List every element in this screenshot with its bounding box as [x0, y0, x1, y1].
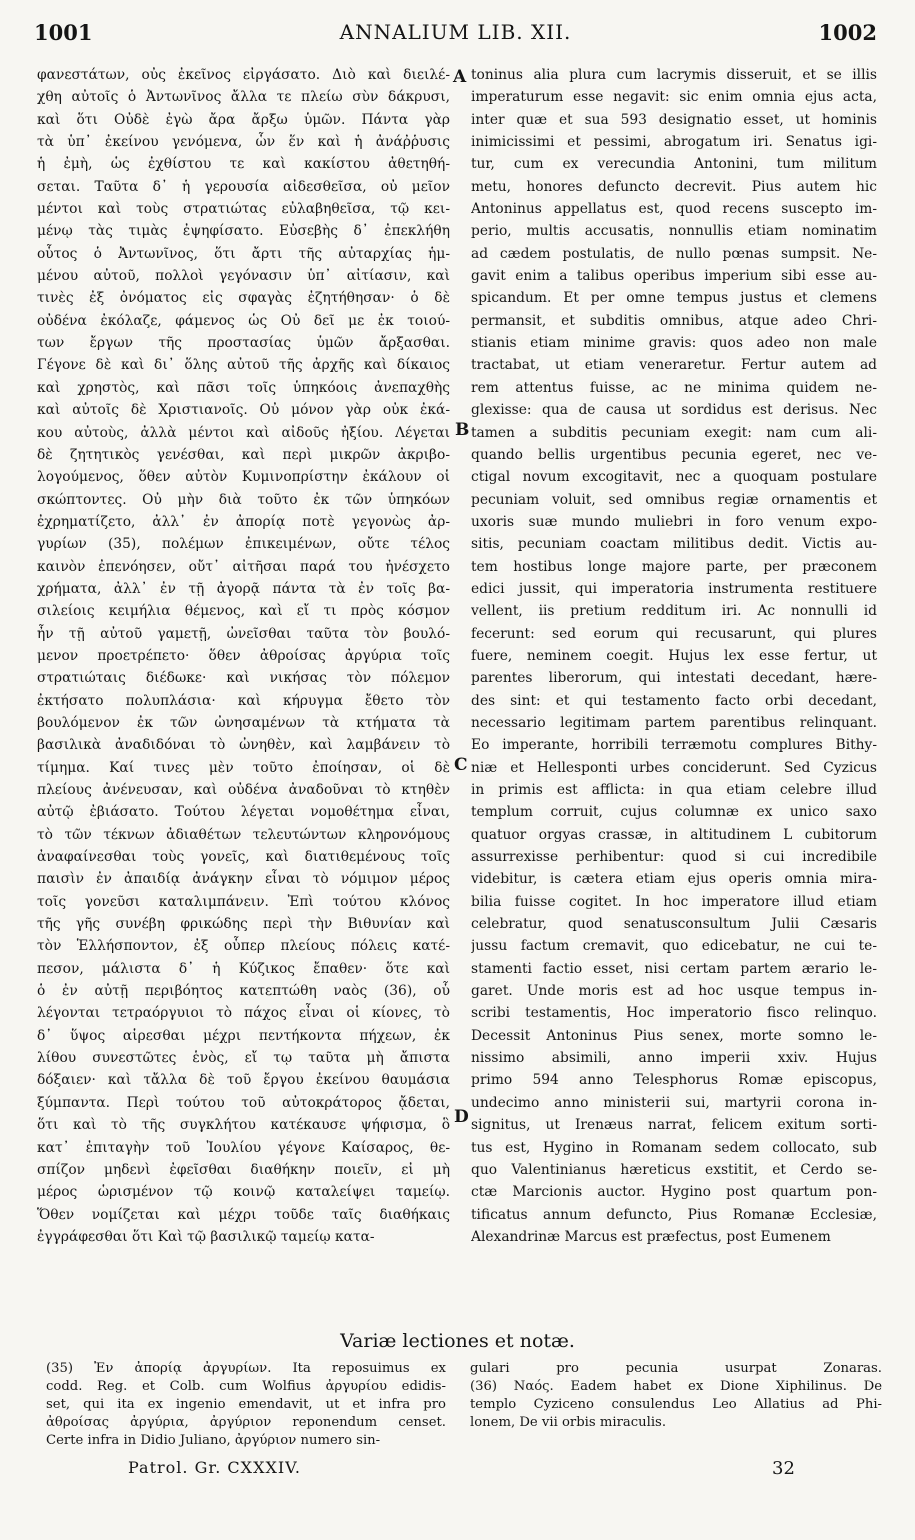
latin-text-line: signitus, ut Irenæus narrat, felicem exitum sorti-: [471, 1117, 877, 1134]
greek-text-line: χρήματα, ἀλλ᾽ ἐν τῇ ἀγορᾷ πάντα τὰ ἐν τοῖς βα-: [37, 580, 450, 597]
greek-text-line: κου αὐτοὺς, ἀλλὰ μέντοι καὶ αἰδοῦς ἠξίου. Λέγεται: [37, 424, 450, 441]
latin-text-line: stianis etiam minime gravis: quos adeo non male: [471, 335, 877, 352]
latin-text-line: templum corruit, cujus columnæ ex unico saxo: [471, 804, 877, 821]
greek-text-line: λογούμενος, ὅθεν αὐτὸν Κυμινοπρίστην ἐκάλουν οἱ: [37, 469, 450, 486]
latin-text-line: fuere, neminem coegit. Hujus lex esse fertur, ut: [471, 647, 877, 664]
greek-text-line: πλείους ἀνένευσαν, καὶ οὐδένα ἀναδοῦναι τὸ κτηθὲν: [37, 782, 450, 798]
latin-text-line: quando bellis urgentibus pecunia egeret, nec ve-: [471, 446, 877, 463]
greek-text-line: τίμημα. Καί τινες μὲν τοῦτο ἐποίησαν, οἱ δὲ: [37, 759, 450, 776]
latin-text-line: ctigal novum excogitavit, nec a quoquam postulare: [471, 469, 877, 486]
greek-text-line: ξύμπαντα. Περὶ τούτου τοῦ αὐτοκράτορος ᾄδεται,: [37, 1094, 450, 1111]
latin-text-line: scribi testamentis, Hoc imperatorio fisco relinquo.: [471, 1005, 877, 1022]
latin-text-line: inter quæ et sua 593 designatio esset, ut hominis: [471, 111, 877, 128]
note-line: lonem, De vii orbis miraculis.: [470, 1415, 667, 1430]
latin-text-line: assurrexisse perhibentur: quod si cui incredibile: [471, 849, 877, 866]
greek-text-line: δόξαιεν· καὶ τἄλλα δὲ τοῦ ἔργου ἐκείνου θαυμάσια: [37, 1072, 450, 1089]
latin-text-line: stamenti factio esset, nisi certam partem ærario le-: [471, 960, 877, 977]
section-marker-c: C: [454, 755, 468, 775]
greek-text-line: οὐδένα ἐκόλαζε, φάμενος ὡς Οὐ δεῖ με ἐκ τοιού-: [37, 312, 450, 329]
footer-series: Patrol. Gr. CXXXIV.: [128, 1458, 302, 1477]
latin-text-line: in primis est afflicta: in qua etiam celebre illud: [471, 782, 877, 798]
latin-text-line: jussu factum cremavit, quo edicebatur, ne cui te-: [471, 938, 877, 955]
greek-text-line: καὶ χρηστὸς, καὶ πᾶσι τοῖς ὑπηκόοις ἀνεπαχθὴς: [37, 379, 450, 396]
latin-text-line: sitis, pecuniam coactam militibus dedit. Victis au-: [471, 536, 877, 553]
greek-text-line: δ᾽ ὕψος αἱρεσθαι μέχρι πεντήκοντα πήχεων, ἐκ: [37, 1027, 450, 1044]
latin-text-line: nissimo absimili, anno imperii xxiv. Hujus: [471, 1050, 877, 1067]
latin-text-line: Antoninus appellatus est, quod recens suscepto im-: [471, 201, 877, 218]
greek-text-line: δὲ ζητητικὸς γενέσθαι, καὶ περὶ μικρῶν ἀκριβο-: [37, 446, 450, 463]
greek-text-line: μέρος ὡρισμένον τῷ κοινῷ καταλείψει ταμείῳ.: [37, 1184, 450, 1201]
note-line: ἀθροίσας ἀργύρια, ἀργύριον reponendum censet.: [46, 1415, 446, 1430]
section-marker-a: A: [453, 67, 467, 87]
greek-text-line: των ἔργων τῆς προστασίας ὑμῶν ἄρξασθαι.: [37, 335, 450, 352]
latin-text-line: fecerunt: sed eorum qui recusarunt, qui plures: [471, 625, 877, 642]
greek-text-line: μένῳ τὰς τιμὰς ἐψηφίσατο. Εὐσεβὴς δ᾽ ἐπεκλήθη: [37, 223, 450, 240]
greek-text-line: ἐγγράφεσθαι ὅτι Καὶ τῷ βασιλικῷ ταμείῳ κατα-: [37, 1228, 375, 1245]
greek-text-line: τὰ ὑπ᾽ ἐκείνου γενόμενα, ὧν ἕν καὶ ἡ ἀνάῤῥυσις: [37, 134, 450, 151]
latin-text-line: rem attentus fuisse, ac ne minima quidem ne-: [471, 379, 877, 396]
running-header: [34, 20, 877, 52]
latin-text-line: gavit enim a talibus operibus imperium sibi esse au-: [471, 268, 877, 285]
greek-text-line: στρατιώταις διέδωκε· καὶ νικήσας τὸν πόλεμον: [37, 670, 450, 687]
latin-text-line: ad cædem postulatis, de nullo pœnas sumpsit. Ne-: [471, 245, 877, 262]
greek-text-line: τοῖς γονεῦσι καταλιμπάνειν. Ἐπὶ τούτου κλόνος: [37, 893, 450, 910]
latin-text-line: perio, multis accusatis, nonnullis etiam nominatim: [471, 223, 877, 240]
page-number-right: 1002: [818, 20, 877, 45]
greek-text-line: χθη αὐτοῖς ὁ Ἀντωνῖνος ἄλλα τε πλείω σὺν δάκρυσι,: [37, 89, 450, 106]
latin-text-line: bilia fuisse cogitet. In hoc imperatore illud etiam: [471, 893, 877, 910]
greek-text-line: ὁ ἐν αὐτῇ περιβόητος κατεπτώθη ναὸς (36), οὗ: [37, 983, 450, 1000]
latin-text-line: undecimo anno ministerii sui, martyrii corona in-: [471, 1094, 877, 1111]
notes-title: Variæ lectiones et notæ.: [340, 1330, 575, 1352]
notes-left-column: [46, 1360, 446, 1450]
latin-text-line: necessario legitimam partem parentibus relinquant.: [471, 714, 877, 731]
greek-text-line: βασιλικὰ ἀναδιδόναι τὸ ὠνηθὲν, καὶ λαμβάνειν τὸ: [37, 737, 450, 754]
latin-text-line: edici jussit, qui imperatoria instrumenta restituere: [471, 580, 877, 597]
latin-text-line: pecuniam voluit, sed omnibus regiæ ornamentis et: [471, 491, 877, 508]
greek-text-line: λέγονται τετραόργυιοι τὸ πάχος εἶναι οἱ κίονες, τὸ: [37, 1005, 450, 1022]
latin-text-line: quo Valentinianus hæreticus exstitit, et Cerdo se-: [471, 1161, 877, 1178]
notes-right-column: [470, 1360, 882, 1432]
latin-text-line: celebratur, quod senatusconsultum Julii Cæsaris: [471, 916, 877, 933]
latin-text-line: glexisse: qua de causa ut sordidus est derisus. Nec: [471, 402, 877, 419]
note-line: set, qui ita ex ingenio emendavit, ut et infra pro: [46, 1397, 446, 1412]
greek-text-line: Ὅθεν νομίζεται καὶ μέχρι τοῦδε ταῖς διαθήκαις: [37, 1206, 450, 1223]
latin-text-line: toninus alia plura cum lacrymis disseruit, et se illis: [471, 67, 877, 83]
greek-text-line: ἐκτήσατο πολυπλάσια· καὶ κήρυγμα ἔθετο τὸν: [37, 692, 450, 709]
greek-text-line: ἀναφαίνεσθαι τοὺς γονεῖς, καὶ διατιθεμένους τοῖς: [37, 849, 450, 866]
latin-text-line: primo 594 anno Telesphorus Romæ episcopus,: [471, 1072, 877, 1089]
greek-text-line: σπίζον μηδενὶ ἐφεῖσθαι διαθήκην ποιεῖν, εἰ μὴ: [37, 1161, 450, 1178]
greek-text-line: τὸ τῶν τέκνων ἀδιαθέτων τελευτώντων κληρονόμους: [37, 826, 450, 843]
greek-text-line: πεσον, μάλιστα δ᾽ ἡ Κύζικος ἔπαθεν· ὅτε καὶ: [37, 960, 450, 977]
latin-text-line: ctæ Marcionis auctor. Hygino post quartum pon-: [471, 1184, 877, 1201]
greek-text-line: μέντοι καὶ τοὺς στρατιώτας εὐλαβηθεῖσα, τῷ κει-: [37, 201, 450, 218]
greek-text-line: ἐχρηματίζετο, ἀλλ᾽ ἐν ἀπορίᾳ ποτὲ γεγονὼς ἀρ-: [37, 513, 450, 530]
note-line: (35) Ἐν ἀπορίᾳ ἀργυρίων. Ita reposuimus ex: [46, 1361, 446, 1376]
greek-text-line: καὶ ὅτι Οὐδὲ ἐγὼ ἄρα ἄρξω ὑμῶν. Πάντα γὰρ: [37, 111, 450, 128]
greek-text-column: [37, 64, 450, 1248]
latin-text-line: Eo imperante, horribili terræmotu complures Bithy-: [471, 737, 877, 754]
greek-text-line: ἡ ἐμὴ, ὡς ἐχθίστου τε καὶ κακίστου ἀθετηθή-: [37, 156, 450, 173]
latin-text-line: uxoris suæ mundo muliebri in foro venum expo-: [471, 513, 877, 530]
latin-text-line: tem hostibus longe majore parte, per præconem: [471, 558, 877, 575]
note-line: Certe infra in Didio Juliano, ἀργύριον numero sin-: [46, 1433, 381, 1448]
latin-text-line: tus est, Hygino in Romanam sedem collocato, sub: [471, 1139, 877, 1156]
footer-signature: 32: [772, 1458, 795, 1479]
latin-text-line: videbitur, is cætera etiam ejus operis omnia mira-: [471, 871, 877, 888]
latin-text-line: tamen a subditis pecuniam exegit: nam cum ali-: [471, 424, 877, 441]
greek-text-line: τινὲς ἐξ ὀνόματος εἰς σφαγὰς ἐζητήθησαν· ὁ δὲ: [37, 290, 450, 307]
greek-text-line: γυρίων (35), πολέμων ἐπικειμένων, οὔτε τέλος: [37, 536, 450, 553]
greek-text-line: οὗτος ὁ Ἀντωνῖνος, ὅτι ἄρτι τῆς αὐταρχίας ἡμ-: [37, 245, 450, 262]
latin-text-column: [471, 64, 877, 1248]
note-line: codd. Reg. et Colb. cum Wolfius ἀργυρίου edidis-: [46, 1379, 446, 1394]
latin-text-line: quatuor orgyas crassæ, in altitudinem L cubitorum: [471, 826, 877, 843]
greek-text-line: κατ᾽ ἐπιταγὴν τοῦ Ἰουλίου γέγονε Καίσαρος, θε-: [37, 1139, 450, 1156]
greek-text-line: ὅτι καὶ τὸ τῆς συγκλήτου κατέκαυσε ψήφισμα, ὃ: [37, 1117, 450, 1134]
greek-text-line: σιλείοις κειμήλια θέμενος, καὶ εἴ τι πρὸς κόσμον: [37, 603, 450, 620]
page-number-left: 1001: [34, 20, 93, 45]
note-line: templo Cyziceno consulendus Leo Allatius ad Phi-: [470, 1397, 882, 1412]
latin-text-line: vellent, iis pretium redditum iri. Ac nonnulli id: [471, 603, 877, 620]
latin-text-line: Decessit Antoninus Pius senex, morte somno le-: [471, 1027, 877, 1044]
latin-text-line: parentes liberorum, qui intestati decedant, hære-: [471, 670, 877, 687]
greek-text-line: βουλόμενον ἐκ τῶν ὠνησαμένων τὰ κτήματα τὰ: [37, 714, 450, 731]
greek-text-line: μενον προετρέπετο· ὅθεν ἀθροίσας ἀργύρια τοῖς: [37, 647, 450, 664]
greek-text-line: καινὸν ἐπενόησεν, οὔτ᾽ αἰτῆσαι παρά του ἠνέσχετο: [37, 558, 450, 575]
greek-text-line: καὶ αὐτοῖς δὲ Χριστιανοῖς. Οὐ μόνον γὰρ οὐκ ἐκά-: [37, 402, 450, 419]
greek-text-line: αὐτῷ ἐβιάσατο. Τούτου λέγεται νομοθέτημα εἶναι,: [37, 804, 450, 821]
latin-text-line: metu, honores defuncto decrevit. Pius autem hic: [471, 178, 877, 195]
note-line: gulari pro pecunia usurpat Zonaras.: [470, 1361, 882, 1376]
latin-text-line: niæ et Hellesponti urbes conciderunt. Sed Cyzicus: [471, 759, 877, 776]
greek-text-line: Γέγονε δὲ καὶ δι᾽ ὅλης αὐτοῦ τῆς ἀρχῆς καὶ δίκαιος: [37, 357, 450, 374]
greek-text-line: λίθου συνεστῶτες ἑνὸς, εἴ τῳ ταῦτα μὴ ἄπιστα: [37, 1050, 450, 1067]
greek-text-line: τὸν Ἑλλήσποντον, ἐξ οὗπερ πλείους πόλεις κατέ-: [37, 938, 450, 955]
latin-text-line: inimicissimi et pessimi, abrogatum iri. Senatus igi-: [471, 134, 877, 151]
latin-text-line: tractabat, ut etiam veneraretur. Fertur autem ad: [471, 357, 877, 374]
greek-text-line: μένου αὐτοῦ, πολλοὶ γεγόνασιν ὑπ᾽ αἰτίασιν, καὶ: [37, 268, 450, 285]
latin-text-line: imperaturum esse negavit: sic enim omnia ejus acta,: [471, 89, 877, 106]
latin-text-line: garet. Unde moris est ad hoc usque tempus in-: [471, 983, 877, 1000]
greek-text-line: τῆς γῆς συνέβη φρικώδης περὶ τὴν Βιθυνίαν καὶ: [37, 916, 450, 933]
greek-text-line: ἦν τῇ αὐτοῦ γαμετῇ, ὠνεῖσθαι ταῦτα τὸν βουλό-: [37, 625, 450, 642]
latin-text-line: tificatus annum defuncto, Pius Romanæ Ecclesiæ,: [471, 1206, 877, 1223]
running-title: ANNALIUM LIB. XII.: [339, 20, 572, 44]
latin-text-line: tur, cum ex verecundia Antonini, tum militum: [471, 156, 877, 173]
latin-text-line: spicandum. Et per omne tempus justus et clemens: [471, 290, 877, 307]
latin-text-line: permansit, et subditis omnibus, atque adeo Chri-: [471, 312, 877, 329]
greek-text-line: παισὶν ἐν ἀπαιδίᾳ ἀνάγκην εἶναι τὸ νόμιμον μέρος: [37, 871, 450, 888]
section-marker-d: D: [454, 1107, 469, 1127]
note-line: (36) Ναός. Eadem habet ex Dione Xiphilinus. De: [470, 1379, 882, 1394]
latin-text-line: Alexandrinæ Marcus est præfectus, post Eumenem: [471, 1228, 831, 1245]
latin-text-line: des sint: et qui testamento facto orbi decedant,: [471, 692, 877, 709]
greek-text-line: σκώπτοντες. Οὐ μὴν διὰ τοῦτο ἐκ τῶν ὑπηκόων: [37, 491, 450, 508]
greek-text-line: φανεστάτων, οὐς ἐκεῖνος εἰργάσατο. Διὸ καὶ διειλέ-: [37, 67, 450, 83]
greek-text-line: σεται. Ταῦτα δ᾽ ἡ γερουσία αἰδεσθεῖσα, οὐ μεῖον: [37, 178, 450, 195]
section-marker-b: B: [455, 420, 470, 440]
